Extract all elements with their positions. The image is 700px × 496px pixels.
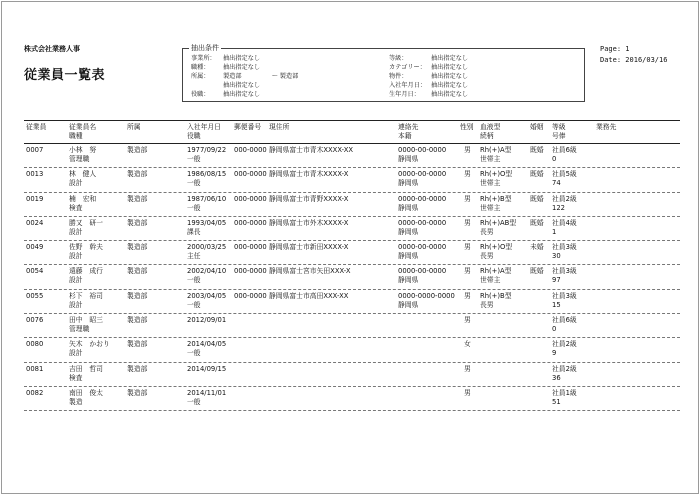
emp-name: 杉下 裕司	[69, 291, 103, 300]
emp-relation: 長男	[480, 300, 494, 309]
col-duty: 業務先	[596, 123, 617, 131]
condition-label: カテゴリー：	[389, 64, 426, 71]
emp-job: 設計	[69, 179, 83, 188]
emp-address: 静岡県富士市新田XXXX-X	[269, 243, 349, 252]
condition-left-4	[191, 90, 260, 99]
emp-job: 設計	[69, 227, 83, 236]
condition-value: 抽出指定なし	[431, 82, 469, 89]
emp-position: 一般	[187, 276, 201, 285]
emp-dept: 製造部	[127, 388, 148, 397]
col-grade: 等級	[552, 123, 566, 131]
emp-grade: 社員5級	[552, 170, 577, 179]
emp-marital: 既婚	[530, 170, 544, 179]
emp-name: 南田 俊太	[69, 388, 103, 397]
emp-dept: 製造部	[127, 170, 148, 179]
col-dept: 所属	[127, 123, 141, 131]
emp-gender: 女	[464, 340, 471, 349]
emp-name: 林 健人	[69, 170, 97, 179]
emp-job: 製造	[69, 397, 83, 406]
emp-contact: 0000-00-0000	[398, 194, 447, 203]
emp-marital: 既婚	[530, 194, 544, 203]
emp-honseki: 静岡県	[398, 203, 419, 212]
emp-hire-date: 2014/11/01	[187, 388, 227, 397]
emp-grade-no: 0	[552, 155, 557, 163]
col-name: 従業員名	[69, 123, 97, 131]
col-grade-no: 号俸	[552, 132, 566, 140]
emp-job: 検査	[69, 373, 83, 382]
col-job: 職種	[69, 132, 83, 140]
col-marital: 婚姻	[530, 123, 544, 131]
emp-honseki: 静岡県	[398, 227, 419, 236]
col-gender: 性別	[460, 123, 474, 131]
emp-id: 0076	[26, 316, 44, 325]
emp-contact: 0000-0000-0000	[398, 291, 455, 300]
emp-position: 課長	[187, 227, 201, 236]
table-row	[24, 290, 680, 314]
col-blood: 血液型	[480, 123, 501, 131]
emp-id: 0024	[26, 218, 44, 227]
employee-table	[24, 120, 680, 411]
emp-honseki: 静岡県	[398, 179, 419, 188]
emp-id: 0013	[26, 170, 44, 179]
col-emp-id: 従業員	[26, 123, 47, 131]
page-info	[600, 44, 667, 66]
emp-gender: 男	[464, 218, 471, 227]
emp-grade-no: 30	[552, 252, 561, 261]
emp-honseki: 静岡県	[398, 276, 419, 285]
emp-dept: 製造部	[127, 291, 148, 300]
emp-grade: 社員2級	[552, 340, 577, 349]
emp-name: 矢木 かおり	[69, 340, 110, 349]
emp-id: 0080	[26, 340, 44, 349]
col-position: 役職	[187, 132, 201, 140]
condition-left-1	[191, 63, 260, 72]
emp-gender: 男	[464, 388, 471, 397]
emp-hire-date: 2003/04/05	[187, 291, 227, 300]
emp-grade: 社員3級	[552, 267, 577, 276]
col-hire-date: 入社年月日	[187, 123, 221, 131]
condition-value: 抽出指定なし	[431, 73, 469, 80]
emp-hire-date: 1993/04/05	[187, 218, 227, 227]
emp-dept: 製造部	[127, 316, 148, 325]
emp-grade: 社員1級	[552, 388, 577, 397]
report-title: 従業員一覧表	[24, 68, 106, 83]
condition-value: 抽出指定なし	[223, 55, 261, 62]
condition-value: 抽出指定なし	[223, 64, 261, 71]
report-date: 2016/03/16	[625, 56, 668, 64]
table-row	[24, 241, 680, 265]
condition-right-4	[389, 90, 468, 99]
emp-grade: 社員3級	[552, 243, 577, 252]
condition-label: 物件：	[389, 73, 408, 80]
table-row	[24, 144, 680, 168]
emp-relation: 世帯主	[480, 179, 501, 188]
emp-grade: 社員6級	[552, 316, 577, 325]
emp-zip: 000-0000	[234, 170, 267, 179]
emp-address: 静岡県富士市青野XXXX-X	[269, 194, 349, 203]
emp-name: 小林 努	[69, 146, 97, 154]
emp-job: 設計	[69, 300, 83, 309]
emp-dept: 製造部	[127, 267, 148, 276]
emp-hire-date: 2002/04/10	[187, 267, 227, 276]
condition-label: 事業所：	[191, 55, 216, 62]
emp-honseki: 静岡県	[398, 252, 419, 261]
emp-blood: Rh(+)AB型	[480, 218, 517, 227]
conditions-legend: 抽出条件	[191, 44, 219, 52]
emp-grade-no: 9	[552, 349, 557, 358]
col-zip: 郵便番号	[234, 123, 262, 131]
emp-dept: 製造部	[127, 364, 148, 373]
col-contact: 連絡先	[398, 123, 419, 131]
condition-value: 抽出指定なし	[223, 82, 261, 89]
emp-id: 0019	[26, 194, 44, 203]
emp-address: 静岡県富士市青木XXXX-X	[269, 170, 349, 179]
company-name: 株式会社業務人事	[24, 45, 80, 53]
emp-address: 静岡県富士市外木XXXX-X	[269, 218, 349, 227]
emp-gender: 男	[464, 146, 471, 154]
condition-extra: 〜 製造部	[271, 73, 299, 80]
emp-hire-date: 1986/08/15	[187, 170, 227, 179]
condition-value: 抽出指定なし	[223, 91, 261, 98]
emp-gender: 男	[464, 291, 471, 300]
table-row	[24, 217, 680, 241]
emp-id: 0054	[26, 267, 44, 276]
table-row	[24, 265, 680, 289]
condition-label: 生年月日：	[389, 91, 420, 98]
condition-label: 等級：	[389, 55, 408, 62]
emp-marital: 既婚	[530, 218, 544, 227]
emp-dept: 製造部	[127, 340, 148, 349]
emp-position: 一般	[187, 397, 201, 406]
emp-grade: 社員4級	[552, 218, 577, 227]
emp-name: 田中 昭三	[69, 316, 103, 325]
emp-hire-date: 1987/06/10	[187, 194, 227, 203]
emp-gender: 男	[464, 170, 471, 179]
emp-dept: 製造部	[127, 243, 148, 252]
emp-grade: 社員2級	[552, 194, 577, 203]
table-row	[24, 338, 680, 362]
table-row	[24, 193, 680, 217]
emp-relation: 世帯主	[480, 203, 501, 212]
emp-zip: 000-0000	[234, 194, 267, 203]
emp-id: 0082	[26, 388, 44, 397]
emp-contact: 0000-00-0000	[398, 243, 447, 252]
condition-right-0	[389, 54, 468, 63]
emp-id: 0081	[26, 364, 44, 373]
emp-grade-no: 122	[552, 203, 565, 212]
emp-dept: 製造部	[127, 218, 148, 227]
emp-job: 管理職	[69, 155, 90, 163]
emp-hire-date: 2012/09/01	[187, 316, 227, 325]
emp-id: 0007	[26, 146, 44, 154]
table-row	[24, 314, 680, 338]
emp-contact: 0000-00-0000	[398, 218, 447, 227]
condition-value: 抽出指定なし	[431, 55, 469, 62]
emp-gender: 男	[464, 316, 471, 325]
condition-label: 職種：	[191, 64, 210, 71]
emp-position: 一般	[187, 203, 201, 212]
emp-grade-no: 15	[552, 300, 561, 309]
emp-hire-date: 2014/04/05	[187, 340, 227, 349]
condition-label: 所属：	[191, 73, 210, 80]
emp-gender: 男	[464, 267, 471, 276]
emp-id: 0055	[26, 291, 44, 300]
table-header	[24, 120, 680, 144]
emp-zip: 000-0000	[234, 146, 267, 154]
emp-hire-date: 2000/03/25	[187, 243, 227, 252]
emp-position: 一般	[187, 349, 201, 358]
emp-marital: 既婚	[530, 267, 544, 276]
emp-grade-no: 74	[552, 179, 561, 188]
col-relation: 続柄	[480, 132, 494, 140]
col-address: 現住所	[269, 123, 290, 131]
emp-job: 設計	[69, 276, 83, 285]
emp-contact: 0000-00-0000	[398, 146, 447, 154]
emp-zip: 000-0000	[234, 291, 267, 300]
emp-zip: 000-0000	[234, 243, 267, 252]
emp-contact: 0000-00-0000	[398, 170, 447, 179]
emp-gender: 男	[464, 364, 471, 373]
emp-position: 一般	[187, 179, 201, 188]
emp-relation: 長男	[480, 227, 494, 236]
emp-grade-no: 0	[552, 325, 557, 334]
emp-hire-date: 2014/09/15	[187, 364, 227, 373]
page-number: 1	[625, 45, 630, 53]
date-label: Date:	[600, 56, 622, 64]
emp-hire-date: 1977/09/22	[187, 146, 227, 154]
emp-job: 設計	[69, 252, 83, 261]
emp-grade: 社員6級	[552, 146, 577, 154]
emp-zip: 000-0000	[234, 218, 267, 227]
emp-name: 遠藤 成行	[69, 267, 103, 276]
extraction-conditions-box	[182, 44, 585, 102]
emp-name: 吉田 哲司	[69, 364, 103, 373]
condition-left-2	[191, 72, 298, 81]
emp-position: 一般	[187, 155, 201, 163]
emp-grade-no: 1	[552, 227, 557, 236]
emp-name: 楠 宏和	[69, 194, 97, 203]
emp-name: 佐野 幹夫	[69, 243, 103, 252]
emp-address: 静岡県富士宮市矢田XXX-X	[269, 267, 351, 276]
page-label: Page:	[600, 45, 622, 53]
condition-left-0	[191, 54, 260, 63]
emp-blood: Rh(+)A型	[480, 267, 512, 276]
emp-gender: 男	[464, 194, 471, 203]
emp-honseki: 静岡県	[398, 300, 419, 309]
condition-value: 抽出指定なし	[431, 64, 469, 71]
emp-id: 0049	[26, 243, 44, 252]
emp-blood: Rh(+)A型	[480, 146, 512, 154]
emp-blood: Rh(+)O型	[480, 243, 513, 252]
condition-right-2	[389, 72, 468, 81]
emp-grade-no: 36	[552, 373, 561, 382]
emp-name: 勝又 研一	[69, 218, 103, 227]
emp-grade: 社員2級	[552, 364, 577, 373]
emp-marital: 未婚	[530, 243, 544, 252]
emp-honseki: 静岡県	[398, 155, 419, 163]
table-row	[24, 387, 680, 411]
emp-grade: 社員3級	[552, 291, 577, 300]
emp-job: 管理職	[69, 325, 90, 334]
table-row	[24, 168, 680, 192]
condition-left-3	[191, 81, 260, 90]
emp-address: 静岡県富士市高田XXX-XX	[269, 291, 349, 300]
condition-right-1	[389, 63, 468, 72]
condition-right-3	[389, 81, 468, 90]
emp-gender: 男	[464, 243, 471, 252]
condition-value: 製造部	[223, 73, 242, 80]
condition-label: 役職：	[191, 91, 210, 98]
emp-zip: 000-0000	[234, 267, 267, 276]
emp-relation: 長男	[480, 252, 494, 261]
emp-position: 一般	[187, 300, 201, 309]
emp-dept: 製造部	[127, 146, 148, 154]
report-page	[1, 1, 699, 494]
condition-label: 入社年月日：	[389, 82, 427, 89]
col-honseki: 本籍	[398, 132, 412, 140]
emp-marital: 既婚	[530, 146, 544, 154]
emp-relation: 世帯主	[480, 155, 501, 163]
emp-job: 検査	[69, 203, 83, 212]
emp-address: 静岡県富士市青木XXXX-XX	[269, 146, 354, 154]
table-row	[24, 363, 680, 387]
emp-grade-no: 97	[552, 276, 561, 285]
emp-dept: 製造部	[127, 194, 148, 203]
emp-blood: Rh(+)B型	[480, 194, 512, 203]
emp-grade-no: 51	[552, 397, 561, 406]
emp-job: 設計	[69, 349, 83, 358]
emp-position: 主任	[187, 252, 201, 261]
emp-relation: 世帯主	[480, 276, 501, 285]
emp-blood: Rh(+)B型	[480, 291, 512, 300]
emp-contact: 0000-00-0000	[398, 267, 447, 276]
condition-value: 抽出指定なし	[431, 91, 469, 98]
emp-blood: Rh(+)O型	[480, 170, 513, 179]
